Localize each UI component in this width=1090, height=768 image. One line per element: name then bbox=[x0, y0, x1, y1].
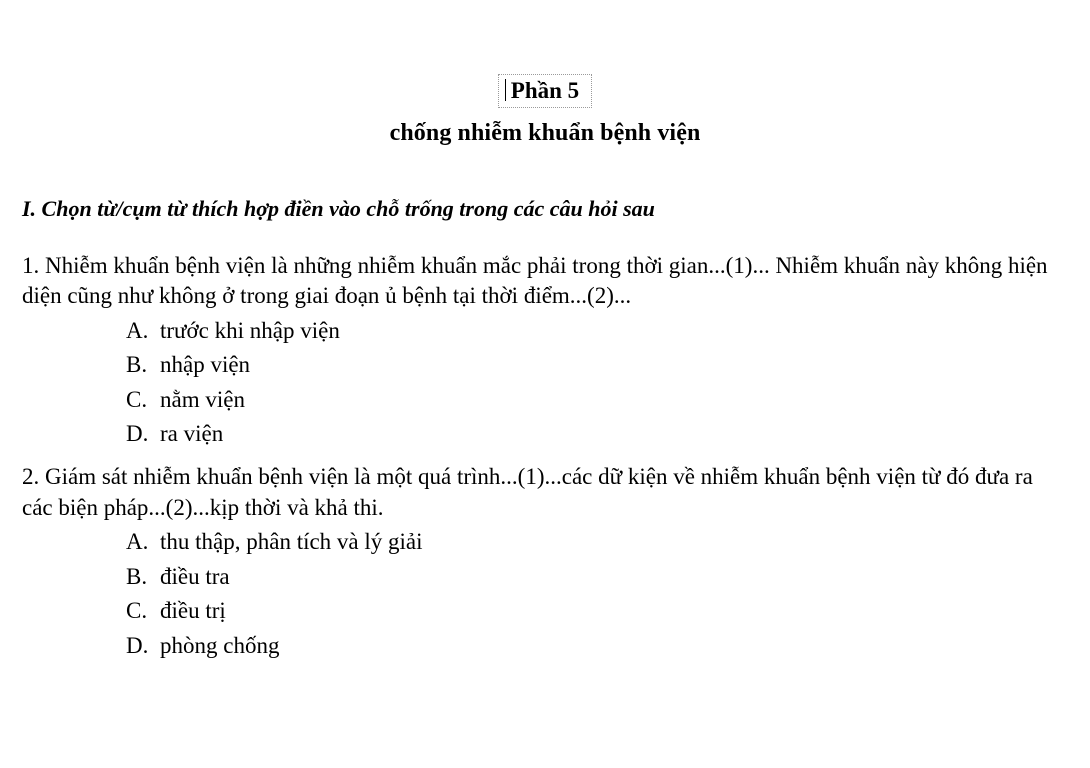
list-item[interactable] bbox=[22, 314, 1068, 349]
question-1-text: 1. Nhiễm khuẩn bệnh viện là những nhiễm khuẩn mắc phải trong thời gian...(1)... Nhiễm khuẩn này không hiện diện cũng như không ở trong giai đoạn ủ bệnh tại thời điểm...(2)... bbox=[22, 252, 1048, 309]
title-text-box[interactable] bbox=[498, 74, 592, 108]
option-letter: A. bbox=[126, 529, 149, 555]
title-box-container bbox=[22, 74, 1068, 108]
option-text: nằm viện bbox=[160, 386, 245, 412]
text-cursor bbox=[505, 79, 506, 101]
option-letter: C. bbox=[126, 598, 148, 624]
list-item[interactable] bbox=[22, 594, 1068, 629]
section-heading: I. Chọn từ/cụm từ thích hợp điền vào chỗ trống trong các câu hỏi sau bbox=[22, 196, 655, 222]
option-text: thu thập, phân tích và lý giải bbox=[160, 529, 423, 555]
option-text: trước khi nhập viện bbox=[160, 317, 340, 343]
question-1-options bbox=[22, 314, 1068, 452]
document-page bbox=[0, 74, 1090, 768]
question-2-text: 2. Giám sát nhiễm khuẩn bệnh viện là một quá trình...(1)...các dữ kiện về nhiễm khuẩn bệnh viện từ đó đưa ra các biện pháp...(2)...kịp thời và khả thi. bbox=[22, 463, 1033, 520]
option-letter: B. bbox=[126, 352, 148, 378]
list-item[interactable] bbox=[22, 348, 1068, 383]
question-2-options bbox=[22, 525, 1068, 663]
option-letter: D. bbox=[126, 421, 149, 447]
document-subtitle: chống nhiễm khuẩn bệnh viện bbox=[389, 120, 701, 147]
list-item[interactable] bbox=[22, 417, 1068, 452]
option-text: điều tra bbox=[160, 563, 230, 589]
list-item[interactable] bbox=[22, 560, 1068, 595]
option-text: nhập viện bbox=[160, 352, 251, 378]
option-letter: B. bbox=[126, 563, 148, 589]
list-item[interactable] bbox=[22, 629, 1068, 664]
option-text: ra viện bbox=[160, 421, 224, 447]
option-text: phòng chống bbox=[160, 632, 280, 658]
option-letter: C. bbox=[126, 386, 148, 412]
option-text: điều trị bbox=[160, 598, 226, 624]
list-item[interactable] bbox=[22, 383, 1068, 418]
list-item[interactable] bbox=[22, 525, 1068, 560]
option-letter: A. bbox=[126, 317, 149, 343]
page-title: Phần 5 bbox=[510, 78, 580, 103]
option-letter: D. bbox=[126, 632, 149, 658]
